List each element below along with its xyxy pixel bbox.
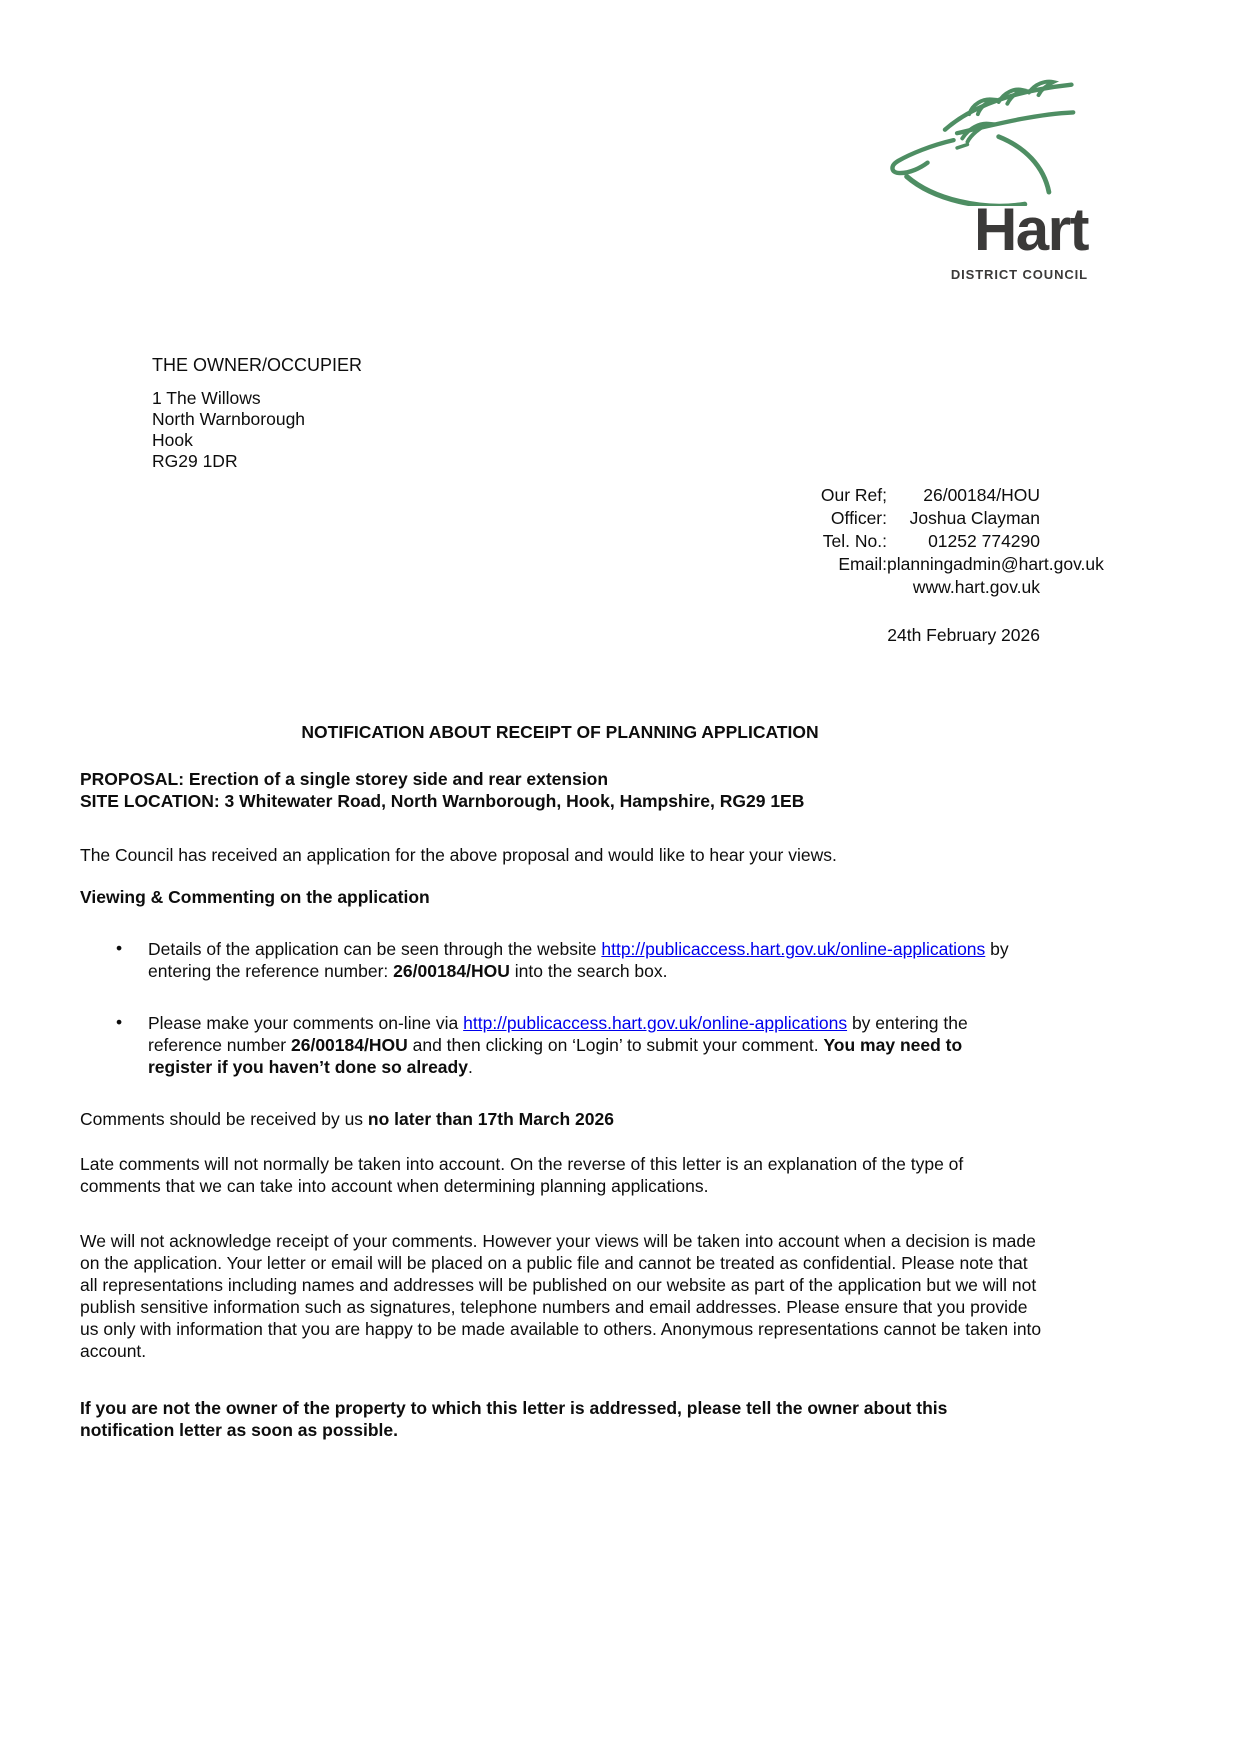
bullet-list (80, 938, 1028, 1108)
text-segment: Please make your comments on-line via (148, 1013, 464, 1033)
text-segment: 26/00184/HOU (291, 1035, 408, 1055)
reference-block (777, 484, 1104, 599)
recipient-address (152, 388, 305, 472)
hart-district-council-logo (858, 76, 1088, 286)
address-line: 1 The Willows (152, 388, 261, 408)
bullet-marker: • (116, 938, 123, 958)
section-heading: Viewing & Commenting on the application (80, 887, 430, 907)
bullet-item-view-details (80, 938, 1028, 982)
ref-label (777, 576, 887, 599)
address-line: Hook (152, 430, 193, 450)
address-line: North Warnborough (152, 409, 306, 429)
text-segment: by entering the reference number (148, 1013, 968, 1055)
bullet-item-make-comments (80, 1012, 1028, 1078)
recipient-name: THE OWNER/OCCUPIER (152, 355, 363, 375)
logo-subtitle-text: DISTRICT COUNCIL (950, 267, 1088, 282)
address-line: RG29 1DR (152, 451, 238, 471)
ref-row-email (777, 553, 1104, 576)
ref-label: Our Ref; (820, 485, 887, 505)
text-segment: by entering the reference number: (148, 939, 1009, 981)
late-comments-paragraph: Late comments will not normally be taken into account. On the reverse of this letter is an explanation of the type of comments that we can take into account when determining planning applications. (80, 1154, 964, 1196)
intro-paragraph: The Council has received an application for the above proposal and would like to hear your views. (80, 845, 837, 865)
proposal-block (80, 768, 1040, 812)
text-segment: no later than 17th March 2026 (367, 1109, 614, 1129)
ref-row-officer (777, 507, 1040, 530)
ref-row-our-ref (777, 484, 1040, 507)
text-segment: into the search box. (509, 961, 668, 981)
text-segment: Details of the application can be seen through the website (148, 939, 602, 959)
text-segment: You may need to register if you haven’t done so already (148, 1035, 963, 1077)
proposal-line: PROPOSAL: Erection of a single storey side and rear extension (80, 769, 609, 789)
logo-brand-text: Hart (973, 196, 1088, 263)
ref-row-telephone (777, 530, 1040, 553)
text-segment: and then clicking on ‘Login’ to submit your comment. (407, 1035, 824, 1055)
text-segment: 26/00184/HOU (393, 961, 510, 981)
site-location-line: SITE LOCATION: 3 Whitewater Road, North Warnborough, Hook, Hampshire, RG29 1EB (80, 791, 805, 811)
stag-head-icon (866, 76, 1088, 206)
ref-label: Email: (838, 554, 887, 574)
letter-heading: NOTIFICATION ABOUT RECEIPT OF PLANNING APPLICATION (301, 722, 819, 742)
text-segment: Comments should be received by us (80, 1109, 368, 1129)
letter-date: 24th February 2026 (887, 625, 1040, 645)
ref-value: 26/00184/HOU (923, 485, 1040, 505)
comments-deadline-line (80, 1108, 1040, 1130)
ref-value: Joshua Clayman (909, 508, 1040, 528)
bullet-text (148, 939, 1009, 981)
ref-value: planningadmin@hart.gov.uk (887, 554, 1104, 574)
ref-value: 01252 774290 (928, 531, 1040, 551)
bullet-text (148, 1013, 968, 1077)
acknowledge-paragraph: We will not acknowledge receipt of your comments. However your views will be taken into account when a decision is made on the application. Your letter or email will be placed on a public file and cannot be treated as confidential. Please note that all representations including names and addresses will be published on our website as part of the application but we will not publish sensitive information such as signatures, telephone numbers and email addresses. Please ensure that you provide us only with information that you are happy to be made available to others. Anonymous representations cannot be taken into account. (80, 1231, 1042, 1361)
bullet-marker: • (116, 1012, 123, 1032)
public-access-link-1[interactable]: http://publicaccess.hart.gov.uk/online-applications (601, 939, 986, 959)
ref-row-website (777, 576, 1040, 599)
owner-notice-paragraph: If you are not the owner of the property to which this letter is addressed, please tell the owner about this notification letter as soon as possible. (80, 1398, 948, 1440)
ref-label: Tel. No.: (822, 531, 887, 551)
public-access-link-2[interactable]: http://publicaccess.hart.gov.uk/online-applications (463, 1013, 848, 1033)
text-segment: . (467, 1057, 473, 1077)
ref-label: Officer: (830, 508, 887, 528)
ref-value: www.hart.gov.uk (912, 577, 1040, 597)
